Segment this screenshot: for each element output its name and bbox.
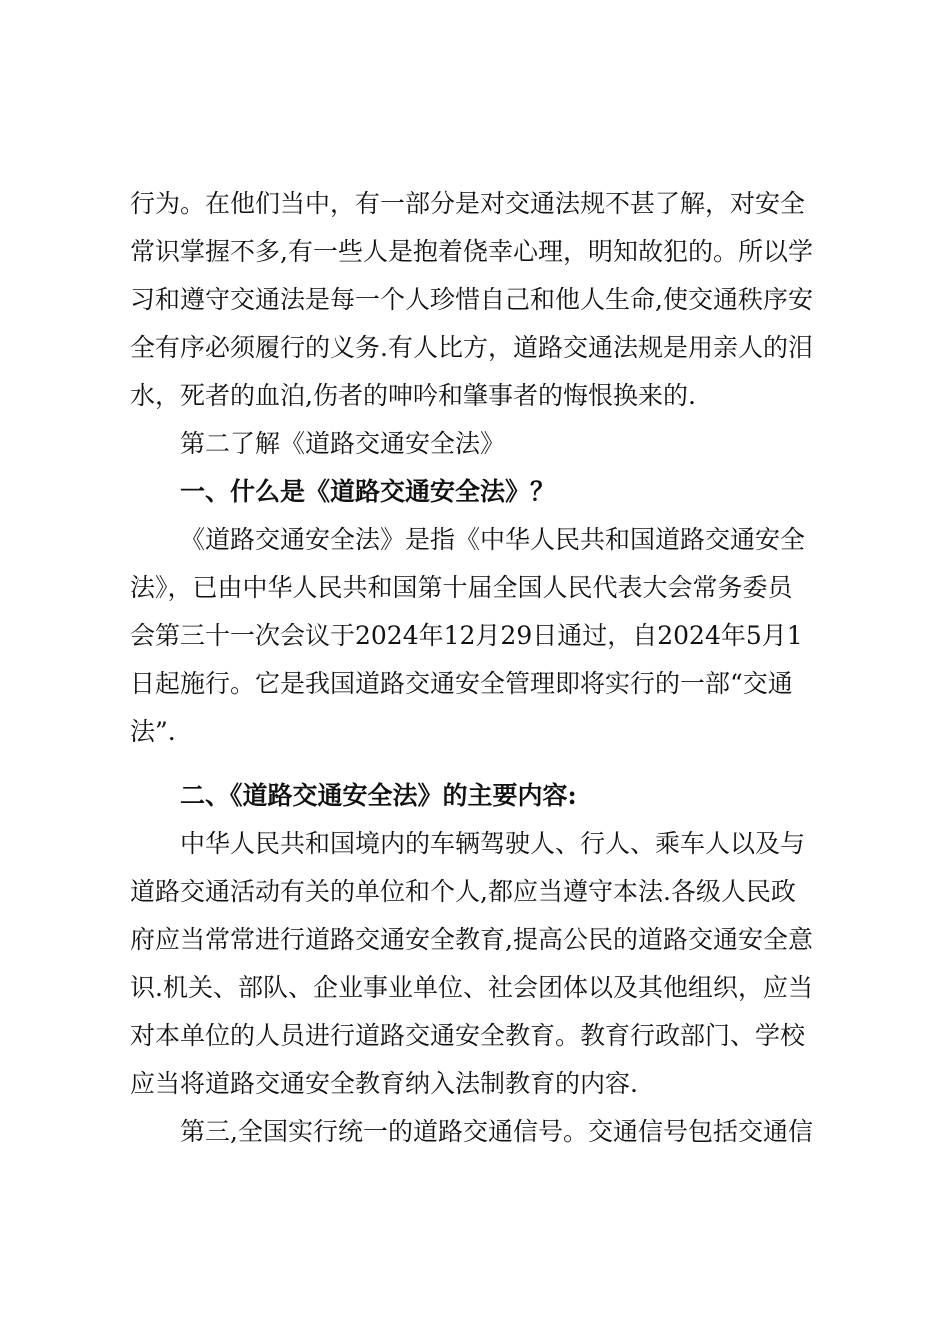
paragraph-gap — [130, 756, 830, 772]
text-line: 道路交通活动有关的单位和个人,都应当遵守本法.各级人民政 — [130, 877, 796, 906]
question-heading-line: 一、什么是《道路交通安全法》？ — [180, 477, 556, 506]
text-line: 习和遵守交通法是每一个人珍惜自己和他人生命,使交通秩序安 — [130, 285, 813, 314]
text-line: 法》，已由中华人民共和国第十届全国人民代表大会常务委员 — [130, 573, 793, 602]
text-line: 《道路交通安全法》是指《中华人民共和国道路交通安全 — [180, 525, 806, 554]
text-line: 中华人民共和国境内的车辆驾驶人、行人、乘车人以及与 — [180, 829, 806, 858]
text-line: 全有序必须履行的义务.有人比方，道路交通法规是用亲人的泪 — [130, 333, 813, 362]
contents-heading-line: 二、《道路交通安全法》的主要内容: — [180, 781, 577, 810]
text-line: 会第三十一次会议于2024年12月29日通过，自2024年5月1 — [130, 621, 803, 650]
section-title-line: 第二了解《道路交通安全法》 — [180, 429, 506, 458]
text-line: 对本单位的人员进行道路交通安全教育。教育行政部门、学校 — [130, 1021, 806, 1050]
text-line: 法”. — [130, 717, 176, 746]
text-line: 日起施行。它是我国道路交通安全管理即将实行的一部“交通 — [130, 669, 793, 698]
text-line: 应当将道路交通安全教育纳入法制教育的内容. — [130, 1069, 638, 1098]
text-line: 常识掌握不多,有一些人是抱着侥幸心理，明知故犯的。所以学 — [130, 237, 813, 266]
text-line: 府应当常常进行道路交通安全教育,提高公民的道路交通安全意 — [130, 925, 813, 954]
text-line: 水，死者的血泊,伤者的呻吟和肇事者的悔恨换来的. — [130, 381, 696, 410]
text-line: 第三,全国实行统一的道路交通信号。交通信号包括交通信 — [180, 1117, 813, 1146]
text-line: 行为。在他们当中，有一部分是对交通法规不甚了解，对安全 — [130, 189, 806, 218]
text-line: 识.机关、部队、企业事业单位、社会团体以及其他组织，应当 — [130, 973, 813, 1002]
document-body — [130, 180, 830, 1156]
